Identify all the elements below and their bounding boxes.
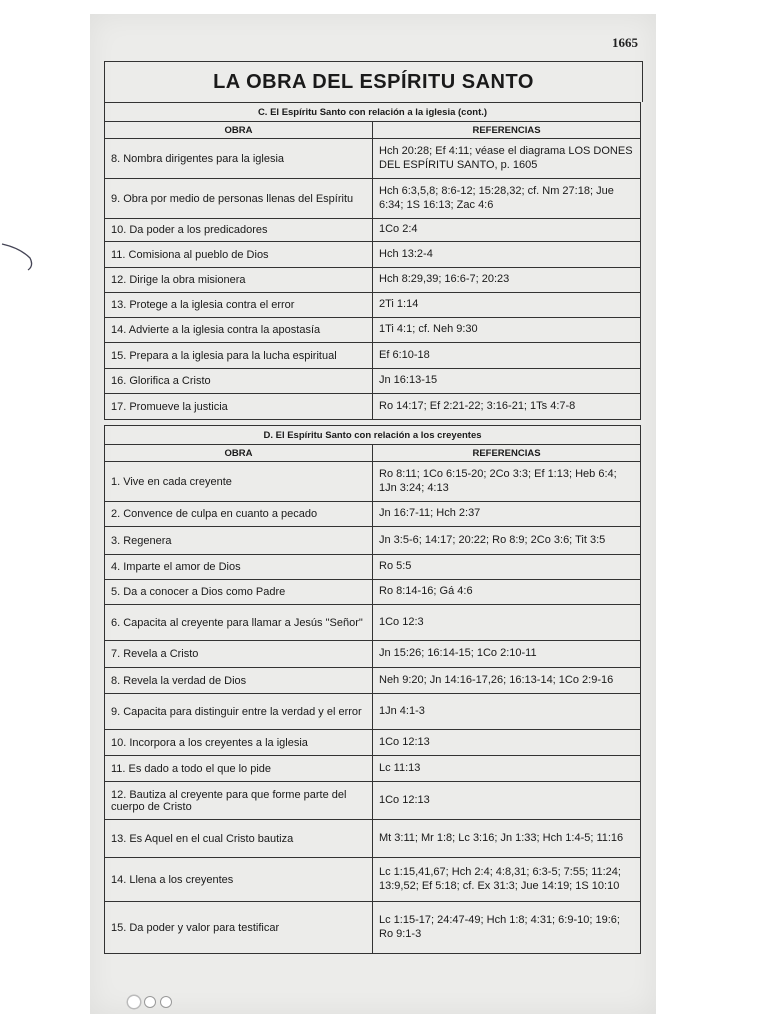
referencias-cell: Ro 8:11; 1Co 6:15-20; 2Co 3:3; Ef 1:13; Heb 6:4; 1Jn 3:24; 4:13 bbox=[373, 462, 641, 502]
section-heading-row bbox=[105, 426, 641, 445]
referencias-cell: Ro 5:5 bbox=[373, 555, 641, 580]
table-row bbox=[105, 502, 641, 527]
table-row bbox=[105, 343, 641, 369]
table-row bbox=[105, 858, 641, 902]
referencias-cell: 1Co 12:13 bbox=[373, 782, 641, 820]
table-row bbox=[105, 394, 641, 420]
obra-cell: 9. Capacita para distinguir entre la verdad y el error bbox=[105, 694, 373, 730]
table-row bbox=[105, 782, 641, 820]
referencias-cell: Hch 8:29,39; 16:6-7; 20:23 bbox=[373, 268, 641, 293]
obra-cell: 8. Revela la verdad de Dios bbox=[105, 668, 373, 694]
page-title-box bbox=[104, 61, 643, 102]
table-row bbox=[105, 318, 641, 343]
table-row bbox=[105, 268, 641, 293]
obra-cell: 7. Revela a Cristo bbox=[105, 641, 373, 668]
column-header-obra: OBRA bbox=[105, 122, 373, 139]
table-section-d bbox=[104, 425, 641, 954]
table-row bbox=[105, 179, 641, 219]
page-dot[interactable] bbox=[160, 996, 172, 1008]
table-row bbox=[105, 694, 641, 730]
obra-cell: 11. Es dado a todo el que lo pide bbox=[105, 756, 373, 782]
obra-cell: 8. Nombra dirigentes para la iglesia bbox=[105, 139, 373, 179]
obra-cell: 13. Protege a la iglesia contra el error bbox=[105, 293, 373, 318]
referencias-cell: Mt 3:11; Mr 1:8; Lc 3:16; Jn 1:33; Hch 1:4-5; 11:16 bbox=[373, 820, 641, 858]
table-row bbox=[105, 462, 641, 502]
referencias-cell: Jn 16:7-11; Hch 2:37 bbox=[373, 502, 641, 527]
table-row bbox=[105, 605, 641, 641]
referencias-cell: Hch 6:3,5,8; 8:6-12; 15:28,32; cf. Nm 27:18; Jue 6:34; 1S 16:13; Zac 4:6 bbox=[373, 179, 641, 219]
pen-mark-icon bbox=[0, 236, 40, 276]
referencias-cell: Lc 11:13 bbox=[373, 756, 641, 782]
referencias-cell: 2Ti 1:14 bbox=[373, 293, 641, 318]
obra-cell: 13. Es Aquel en el cual Cristo bautiza bbox=[105, 820, 373, 858]
referencias-cell: Ef 6:10-18 bbox=[373, 343, 641, 369]
referencias-cell: Jn 16:13-15 bbox=[373, 369, 641, 394]
obra-cell: 10. Incorpora a los creyentes a la iglesia bbox=[105, 730, 373, 756]
obra-cell: 11. Comisiona al pueblo de Dios bbox=[105, 242, 373, 268]
referencias-cell: Ro 14:17; Ef 2:21-22; 3:16-21; 1Ts 4:7-8 bbox=[373, 394, 641, 420]
table-row bbox=[105, 293, 641, 318]
page-number: 1665 bbox=[612, 35, 638, 50]
table-row bbox=[105, 820, 641, 858]
table-row bbox=[105, 641, 641, 668]
table-row bbox=[105, 580, 641, 605]
obra-cell: 10. Da poder a los predicadores bbox=[105, 219, 373, 242]
obra-cell: 12. Dirige la obra misionera bbox=[105, 268, 373, 293]
column-header-obra: OBRA bbox=[105, 445, 373, 462]
table-row bbox=[105, 902, 641, 954]
table-row bbox=[105, 369, 641, 394]
obra-cell: 1. Vive en cada creyente bbox=[105, 462, 373, 502]
referencias-cell: 1Co 12:13 bbox=[373, 730, 641, 756]
obra-cell: 5. Da a conocer a Dios como Padre bbox=[105, 580, 373, 605]
referencias-cell: Ro 8:14-16; Gá 4:6 bbox=[373, 580, 641, 605]
referencias-cell: 1Ti 4:1; cf. Neh 9:30 bbox=[373, 318, 641, 343]
column-header-referencias: REFERENCIAS bbox=[373, 445, 641, 462]
section-heading: D. El Espíritu Santo con relación a los creyentes bbox=[105, 426, 641, 445]
page-dot[interactable] bbox=[128, 996, 140, 1008]
obra-cell: 14. Llena a los creyentes bbox=[105, 858, 373, 902]
obra-cell: 12. Bautiza al creyente para que forme parte del cuerpo de Cristo bbox=[105, 782, 373, 820]
referencias-cell: Lc 1:15,41,67; Hch 2:4; 4:8,31; 6:3-5; 7:55; 11:24; 13:9,52; Ef 5:18; cf. Ex 31:3; Jue 14:19; 1S 10:10 bbox=[373, 858, 641, 902]
obra-cell: 15. Prepara a la iglesia para la lucha espiritual bbox=[105, 343, 373, 369]
referencias-cell: Neh 9:20; Jn 14:16-17,26; 16:13-14; 1Co 2:9-16 bbox=[373, 668, 641, 694]
referencias-cell: 1Co 2:4 bbox=[373, 219, 641, 242]
page-indicator[interactable] bbox=[128, 996, 172, 1008]
referencias-cell: 1Jn 4:1-3 bbox=[373, 694, 641, 730]
obra-cell: 15. Da poder y valor para testificar bbox=[105, 902, 373, 954]
table-section-c bbox=[104, 102, 641, 420]
obra-cell: 6. Capacita al creyente para llamar a Jesús "Señor" bbox=[105, 605, 373, 641]
page-dot[interactable] bbox=[144, 996, 156, 1008]
referencias-cell: Lc 1:15-17; 24:47-49; Hch 1:8; 4:31; 6:9-10; 19:6; Ro 9:1-3 bbox=[373, 902, 641, 954]
obra-cell: 2. Convence de culpa en cuanto a pecado bbox=[105, 502, 373, 527]
section-heading-row bbox=[105, 103, 641, 122]
obra-cell: 17. Promueve la justicia bbox=[105, 394, 373, 420]
obra-cell: 9. Obra por medio de personas llenas del Espíritu bbox=[105, 179, 373, 219]
column-header-row bbox=[105, 445, 641, 462]
table-row bbox=[105, 555, 641, 580]
section-heading: C. El Espíritu Santo con relación a la iglesia (cont.) bbox=[105, 103, 641, 122]
table-row bbox=[105, 527, 641, 555]
table-row bbox=[105, 668, 641, 694]
obra-cell: 16. Glorifica a Cristo bbox=[105, 369, 373, 394]
table-row bbox=[105, 730, 641, 756]
column-header-row bbox=[105, 122, 641, 139]
referencias-cell: Hch 20:28; Ef 4:11; véase el diagrama LOS DONES DEL ESPÍRITU SANTO, p. 1605 bbox=[373, 139, 641, 179]
obra-cell: 3. Regenera bbox=[105, 527, 373, 555]
table-row bbox=[105, 756, 641, 782]
table-row bbox=[105, 242, 641, 268]
page-title: LA OBRA DEL ESPÍRITU SANTO bbox=[213, 70, 534, 93]
referencias-cell: Jn 3:5-6; 14:17; 20:22; Ro 8:9; 2Co 3:6; Tit 3:5 bbox=[373, 527, 641, 555]
referencias-cell: Jn 15:26; 16:14-15; 1Co 2:10-11 bbox=[373, 641, 641, 668]
referencias-cell: Hch 13:2-4 bbox=[373, 242, 641, 268]
obra-cell: 4. Imparte el amor de Dios bbox=[105, 555, 373, 580]
obra-cell: 14. Advierte a la iglesia contra la apostasía bbox=[105, 318, 373, 343]
column-header-referencias: REFERENCIAS bbox=[373, 122, 641, 139]
table-row bbox=[105, 139, 641, 179]
table-row bbox=[105, 219, 641, 242]
referencias-cell: 1Co 12:3 bbox=[373, 605, 641, 641]
